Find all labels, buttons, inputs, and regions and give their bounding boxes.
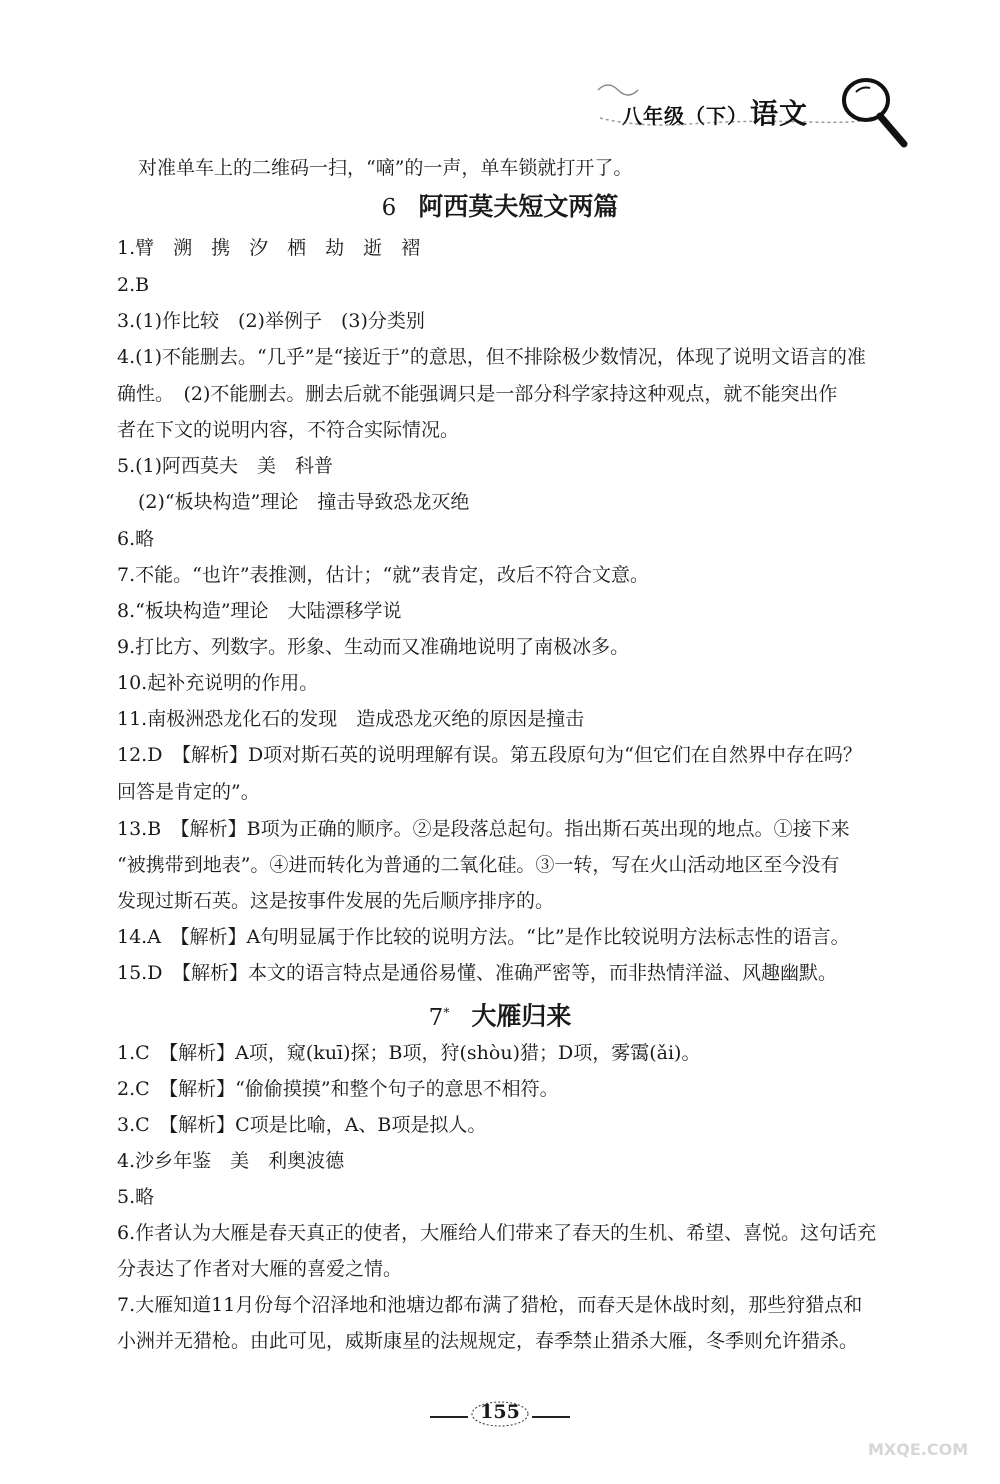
section6-number: 6 <box>381 195 397 221</box>
answer-line: 14.A 【解析】A句明显属于作比较的说明方法。“比”是作比较说明方法标志性的语言。 <box>117 926 850 948</box>
answer-line: 12.D 【解析】D项对斯石英的说明理解有误。第五段原句为“但它们在自然界中存在吗？ <box>117 744 862 766</box>
answer-line: 7.不能。“也许”表推测，估计；“就”表肯定，改后不符合文意。 <box>117 564 649 586</box>
answer-line: (2)“板块构造”理论 撞击导致恐龙灭绝 <box>138 491 470 513</box>
section7-title: 大雁归来 <box>471 1001 572 1031</box>
answer-line: 2.C 【解析】“偷偷摸摸”和整个句子的意思不相符。 <box>117 1078 559 1100</box>
subject-label: 语文 <box>750 97 809 130</box>
answer-line: 11.南极洲恐龙化石的发现 造成恐龙灭绝的原因是撞击 <box>117 708 585 730</box>
section6-heading <box>0 192 1000 223</box>
answer-line: 1.臂 溯 携 汐 栖 劫 逝 褶 <box>117 237 421 259</box>
answer-line: 4.沙乡年鉴 美 利奥波德 <box>117 1150 345 1172</box>
page-header <box>590 68 920 158</box>
answer-line: 10.起补充说明的作用。 <box>117 672 319 694</box>
answer-line: 7.大雁知道11月份每个沼泽地和池塘边都布满了猎枪，而春天是休战时刻，那些狩猎点和 <box>117 1294 863 1316</box>
answer-line: 6.略 <box>117 528 155 550</box>
answer-line: 发现过斯石英。这是按事件发展的先后顺序排序的。 <box>117 890 555 912</box>
answer-line: 回答是肯定的”。 <box>117 781 260 803</box>
section7-num-text: 7 <box>428 1004 444 1031</box>
answer-line: 8.“板块构造”理论 大陆漂移学说 <box>117 600 402 622</box>
answer-line: “被携带到地表”。④进而转化为普通的二氧化硅。③一转，写在火山活动地区至今没有 <box>117 854 840 876</box>
answer-line: 确性。 (2)不能删去。删去后就不能强调只是一部分科学家持这种观点，就不能突出作 <box>117 383 838 405</box>
answer-line: 者在下文的说明内容，不符合实际情况。 <box>117 419 460 441</box>
answer-line: 9.打比方、列数字。形象、生动而又准确地说明了南极冰多。 <box>117 636 630 658</box>
watermark: MXQE.COM <box>868 1440 969 1459</box>
answer-line: 分表达了作者对大雁的喜爱之情。 <box>117 1258 403 1280</box>
intro-line: 对准单车上的二维码一扫，“嘀”的一声，单车锁就打开了。 <box>138 157 633 179</box>
section7-heading <box>0 997 1000 1033</box>
answer-line: 1.C 【解析】A项，窥(kuī)探；B项，狩(shòu)猎；D项，雾霭(ǎi)。 <box>117 1042 701 1064</box>
grade-label: 八年级（下） <box>622 104 748 128</box>
answer-line: 4.(1)不能删去。“几乎”是“接近于”的意思，但不排除极少数情况，体现了说明文语言的准 <box>117 346 866 368</box>
section6-title: 阿西莫夫短文两篇 <box>418 192 619 221</box>
answer-line: 6.作者认为大雁是春天真正的使者，大雁给人们带来了春天的生机、希望、喜悦。这句话充 <box>117 1222 877 1244</box>
footer-rule-right <box>532 1416 570 1418</box>
page-number: 155 <box>480 1401 520 1423</box>
answer-line: 3.(1)作比较 (2)举例子 (3)分类别 <box>117 310 425 332</box>
answer-line: 13.B 【解析】B项为正确的顺序。②是段落总起句。指出斯石英出现的地点。①接下来 <box>117 818 850 840</box>
answer-line: 3.C 【解析】C项是比喻，A、B项是拟人。 <box>117 1114 487 1136</box>
answer-line: 5.(1)阿西莫夫 美 科普 <box>117 455 334 477</box>
answer-line: 15.D 【解析】本文的语言特点是通俗易懂、准确严密等，而非热情洋溢、风趣幽默。 <box>117 962 837 984</box>
answer-line: 5.略 <box>117 1186 155 1208</box>
answer-line: 小洲并无猎枪。由此可见，威斯康星的法规规定，春季禁止猎杀大雁，冬季则允许猎杀。 <box>117 1330 859 1352</box>
answer-line: 2.B <box>117 274 150 296</box>
section7-number <box>429 1005 450 1031</box>
header-title <box>622 92 808 132</box>
page-footer <box>430 1387 570 1427</box>
optional-star: * <box>443 1005 450 1019</box>
